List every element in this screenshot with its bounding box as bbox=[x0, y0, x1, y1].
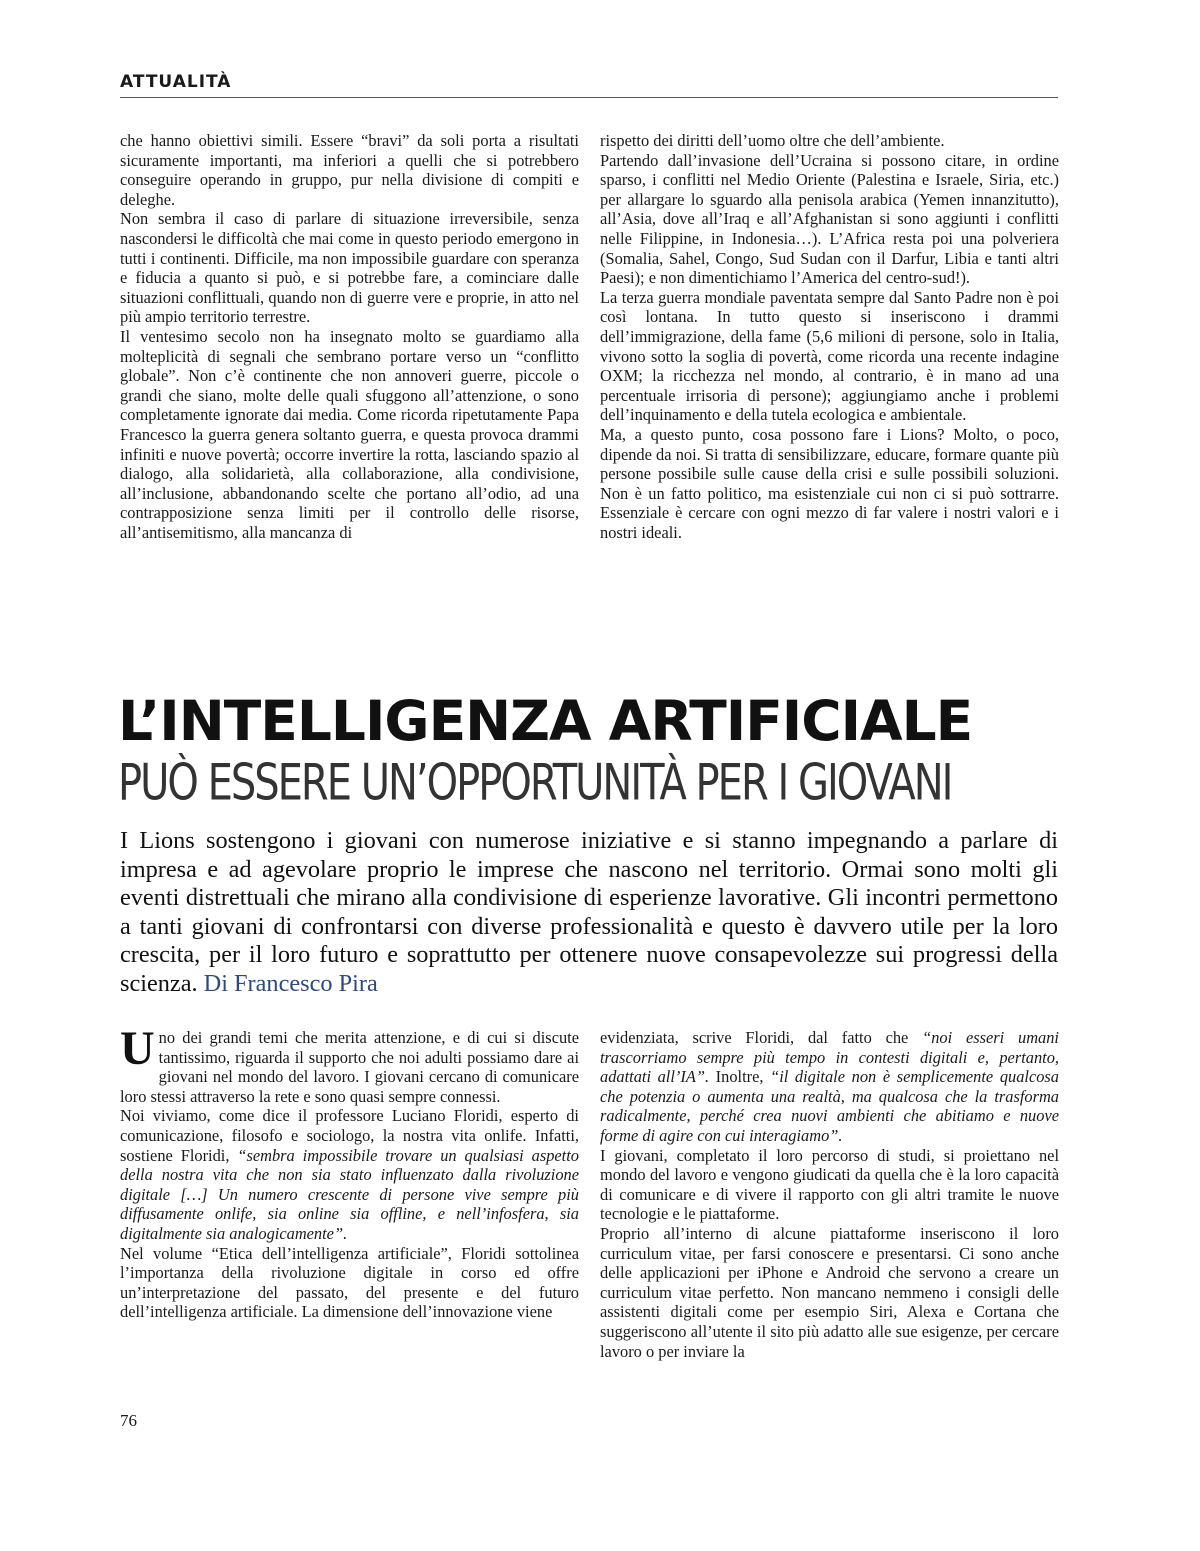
paragraph: Il ventesimo secolo non ha insegnato molto se guardiamo alla molteplicità di segnali che sembrano portare verso un “conflitto globale”. Non c’è continente che non annoveri guerre, piccole o grandi che siano, molte delle quali sfuggono all’attenzione, o sono completamente ignorate dai media. Come ricorda ripetutamente Papa Francesco la guerra genera soltanto guerra, e questa provoca drammi infiniti e nuove povertà; occorre invertire la rotta, lasciando spazio al dialogo, alla solidarietà, alla collaborazione, alla condivisione, all’inclusione, abbandonando scelte che portano all’odio, ad una contrapposizione senza limiti per il controllo delle risorse, all’antisemitismo, alla mancanza di bbox=[120, 326, 579, 542]
paragraph-text: no dei grandi temi che merita attenzione, e di cui si discute tantissimo, riguarda il supporto che noi adulti possiamo dare ai giovani nel mondo del lavoro. I giovani cercano di comunicare loro stessi attraverso la rete e sono quasi sempre connessi. bbox=[120, 1028, 579, 1106]
quote: “sembra impossibile trovare un qualsiasi aspetto della nostra vita che non sia stato influenzato dalla rivoluzione digitale […] Un numero crescente di persone vive sempre più diffusamente onlife, sia online sia offline, e nell’infosfera, sia digitalmente sia analogicamente”. bbox=[120, 1145, 579, 1243]
quote: “il digitale non è semplicemente qualcosa che potenzia o aumenta una realtà, ma qualcosa che la trasforma radicalmente, perché crea nuovi ambienti che abitiamo e nuove forme di agire con cui interagiamo”. bbox=[600, 1067, 1060, 1145]
page-number: 76 bbox=[120, 1411, 137, 1430]
quote: “noi esseri umani trascorriamo sempre più tempo in contesti digitali e, pertanto, adattati all’IA”. bbox=[600, 1028, 1059, 1087]
paragraph-text: evidenziata, scrive Floridi, dal fatto che bbox=[600, 1028, 923, 1047]
article-title: L’INTELLIGENZA ARTIFICIALE bbox=[118, 689, 973, 753]
paragraph bbox=[120, 1022, 579, 1106]
top-left-column bbox=[120, 131, 579, 542]
bottom-right-column bbox=[600, 1028, 1059, 1361]
lead-text: I Lions sostengono i giovani con numerose iniziative e si stanno impegnando a parlare di impresa e ad agevolare proprio le imprese che nascono nel territorio. Ormai sono molti gli eventi distrettuali che mirano alla condivisione di esperienze lavorative. Gli incontri permettono a tanti giovani di confrontarsi con diverse professionalità e questo è davvero utile per la loro crescita, per il loro futuro e soprattutto per ottenere nuove consapevolezze sui progressi della scienza. bbox=[120, 827, 1058, 997]
paragraph: Ma, a questo punto, cosa possono fare i Lions? Molto, o poco, dipende da noi. Si tratta di sensibilizzare, educare, formare quante più persone possibile sulle cause della crisi e sulle possibili soluzioni. Non è un fatto politico, ma esistenziale cui non ci si può sottrarre. Essenziale è cercare con ogni mezzo di far valere i nostri valori e i nostri ideali. bbox=[600, 424, 1059, 542]
paragraph: I giovani, completato il loro percorso di studi, si proiettano nel mondo del lavoro e vengono giudicati da quella che è la loro capacità di comunicare e di vivere il rapporto con gli altri tramite le nuove tecnologie e le piattaforme. bbox=[600, 1145, 1059, 1224]
paragraph bbox=[600, 1028, 1059, 1146]
bottom-left-column bbox=[120, 1022, 579, 1322]
article-subtitle: PUÒ ESSERE UN’OPPORTUNITÀ PER I GIOVANI bbox=[118, 754, 952, 812]
paragraph: che hanno obiettivi simili. Essere “bravi” da soli porta a risultati sicuramente importanti, ma inferiori a quelli che si potrebbero conseguire operando in gruppo, pur nella divisione di compiti e deleghe. bbox=[120, 131, 579, 209]
article-lead bbox=[120, 827, 1058, 998]
paragraph-text: Inoltre, bbox=[709, 1067, 771, 1087]
article-author: Di Francesco Pira bbox=[203, 969, 378, 997]
top-right-column bbox=[600, 131, 1059, 542]
paragraph: Non sembra il caso di parlare di situazione irreversibile, senza nascondersi le difficoltà che mai come in questo periodo emergono in tutti i continenti. Difficile, ma non impossibile guardare con speranza e fiducia a quanto si può, e si potrebbe fare, a cominciare dalle situazioni conflittuali, quando non di guerre vere e proprie, in atto nel più ampio territorio terrestre. bbox=[120, 209, 579, 327]
paragraph bbox=[120, 1106, 579, 1243]
paragraph: rispetto dei diritti dell’uomo oltre che dell’ambiente. bbox=[600, 131, 945, 150]
paragraph: Proprio all’interno di alcune piattaforme inseriscono il loro curriculum vitae, per farsi conoscere e presentarsi. Ci sono anche delle applicazioni per iPhone e Android che servono a creare un curriculum vitae perfetto. Non mancano nemmeno i consigli delle assistenti digitali come per esempio Siri, Alexa e Cortana che suggeriscono all’utente il sito più adatto alle sue esigenze, per cercare lavoro o per inviare la bbox=[600, 1223, 1059, 1361]
paragraph: Partendo dall’invasione dell’Ucraina si possono citare, in ordine sparso, i conflitti nel Medio Oriente (Palestina e Israele, Siria, etc.) per allargare lo sguardo alla penisola arabica (Yemen innanzitutto), all’Asia, dove all’Iraq e all’Afghanistan si sono aggiunti i conflitti nelle Filippine, in Indonesia…). L’Africa resta poi una polveriera (Somalia, Sahel, Congo, Sud Sudan con il Darfur, Libia e tanti altri Paesi); e non dimentichiamo l’America del centro-sud!). bbox=[600, 150, 1059, 288]
paragraph-text: Noi viviamo, come dice il professore Luciano Floridi, esperto di comunicazione, filosofo e sociologo, la nostra vita onlife. Infatti, sostiene Floridi, bbox=[120, 1106, 579, 1165]
paragraph: La terza guerra mondiale paventata sempre dal Santo Padre non è poi così lontana. In tutto questo si inseriscono i drammi dell’immigrazione, della fame (5,6 milioni di persone, solo in Italia, vivono sotto la soglia di povertà, come ricorda una recente indagine OXM; la ricchezza nel mondo, al contrario, è in mano ad una percentuale irrisoria di persone); aggiungiamo anche i problemi dell’inquinamento e della tutela ecologica e ambientale. bbox=[600, 287, 1059, 425]
paragraph: Nel volume “Etica dell’intelligenza artificiale”, Floridi sottolinea l’importanza della rivoluzione digitale in corso ed offre un’interpretazione del passato, del presente e del futuro dell’intelligenza artificiale. La dimensione dell’innovazione viene bbox=[120, 1243, 579, 1322]
drop-cap: U bbox=[120, 1022, 155, 1075]
section-label: ATTUALITÀ bbox=[120, 72, 1058, 98]
